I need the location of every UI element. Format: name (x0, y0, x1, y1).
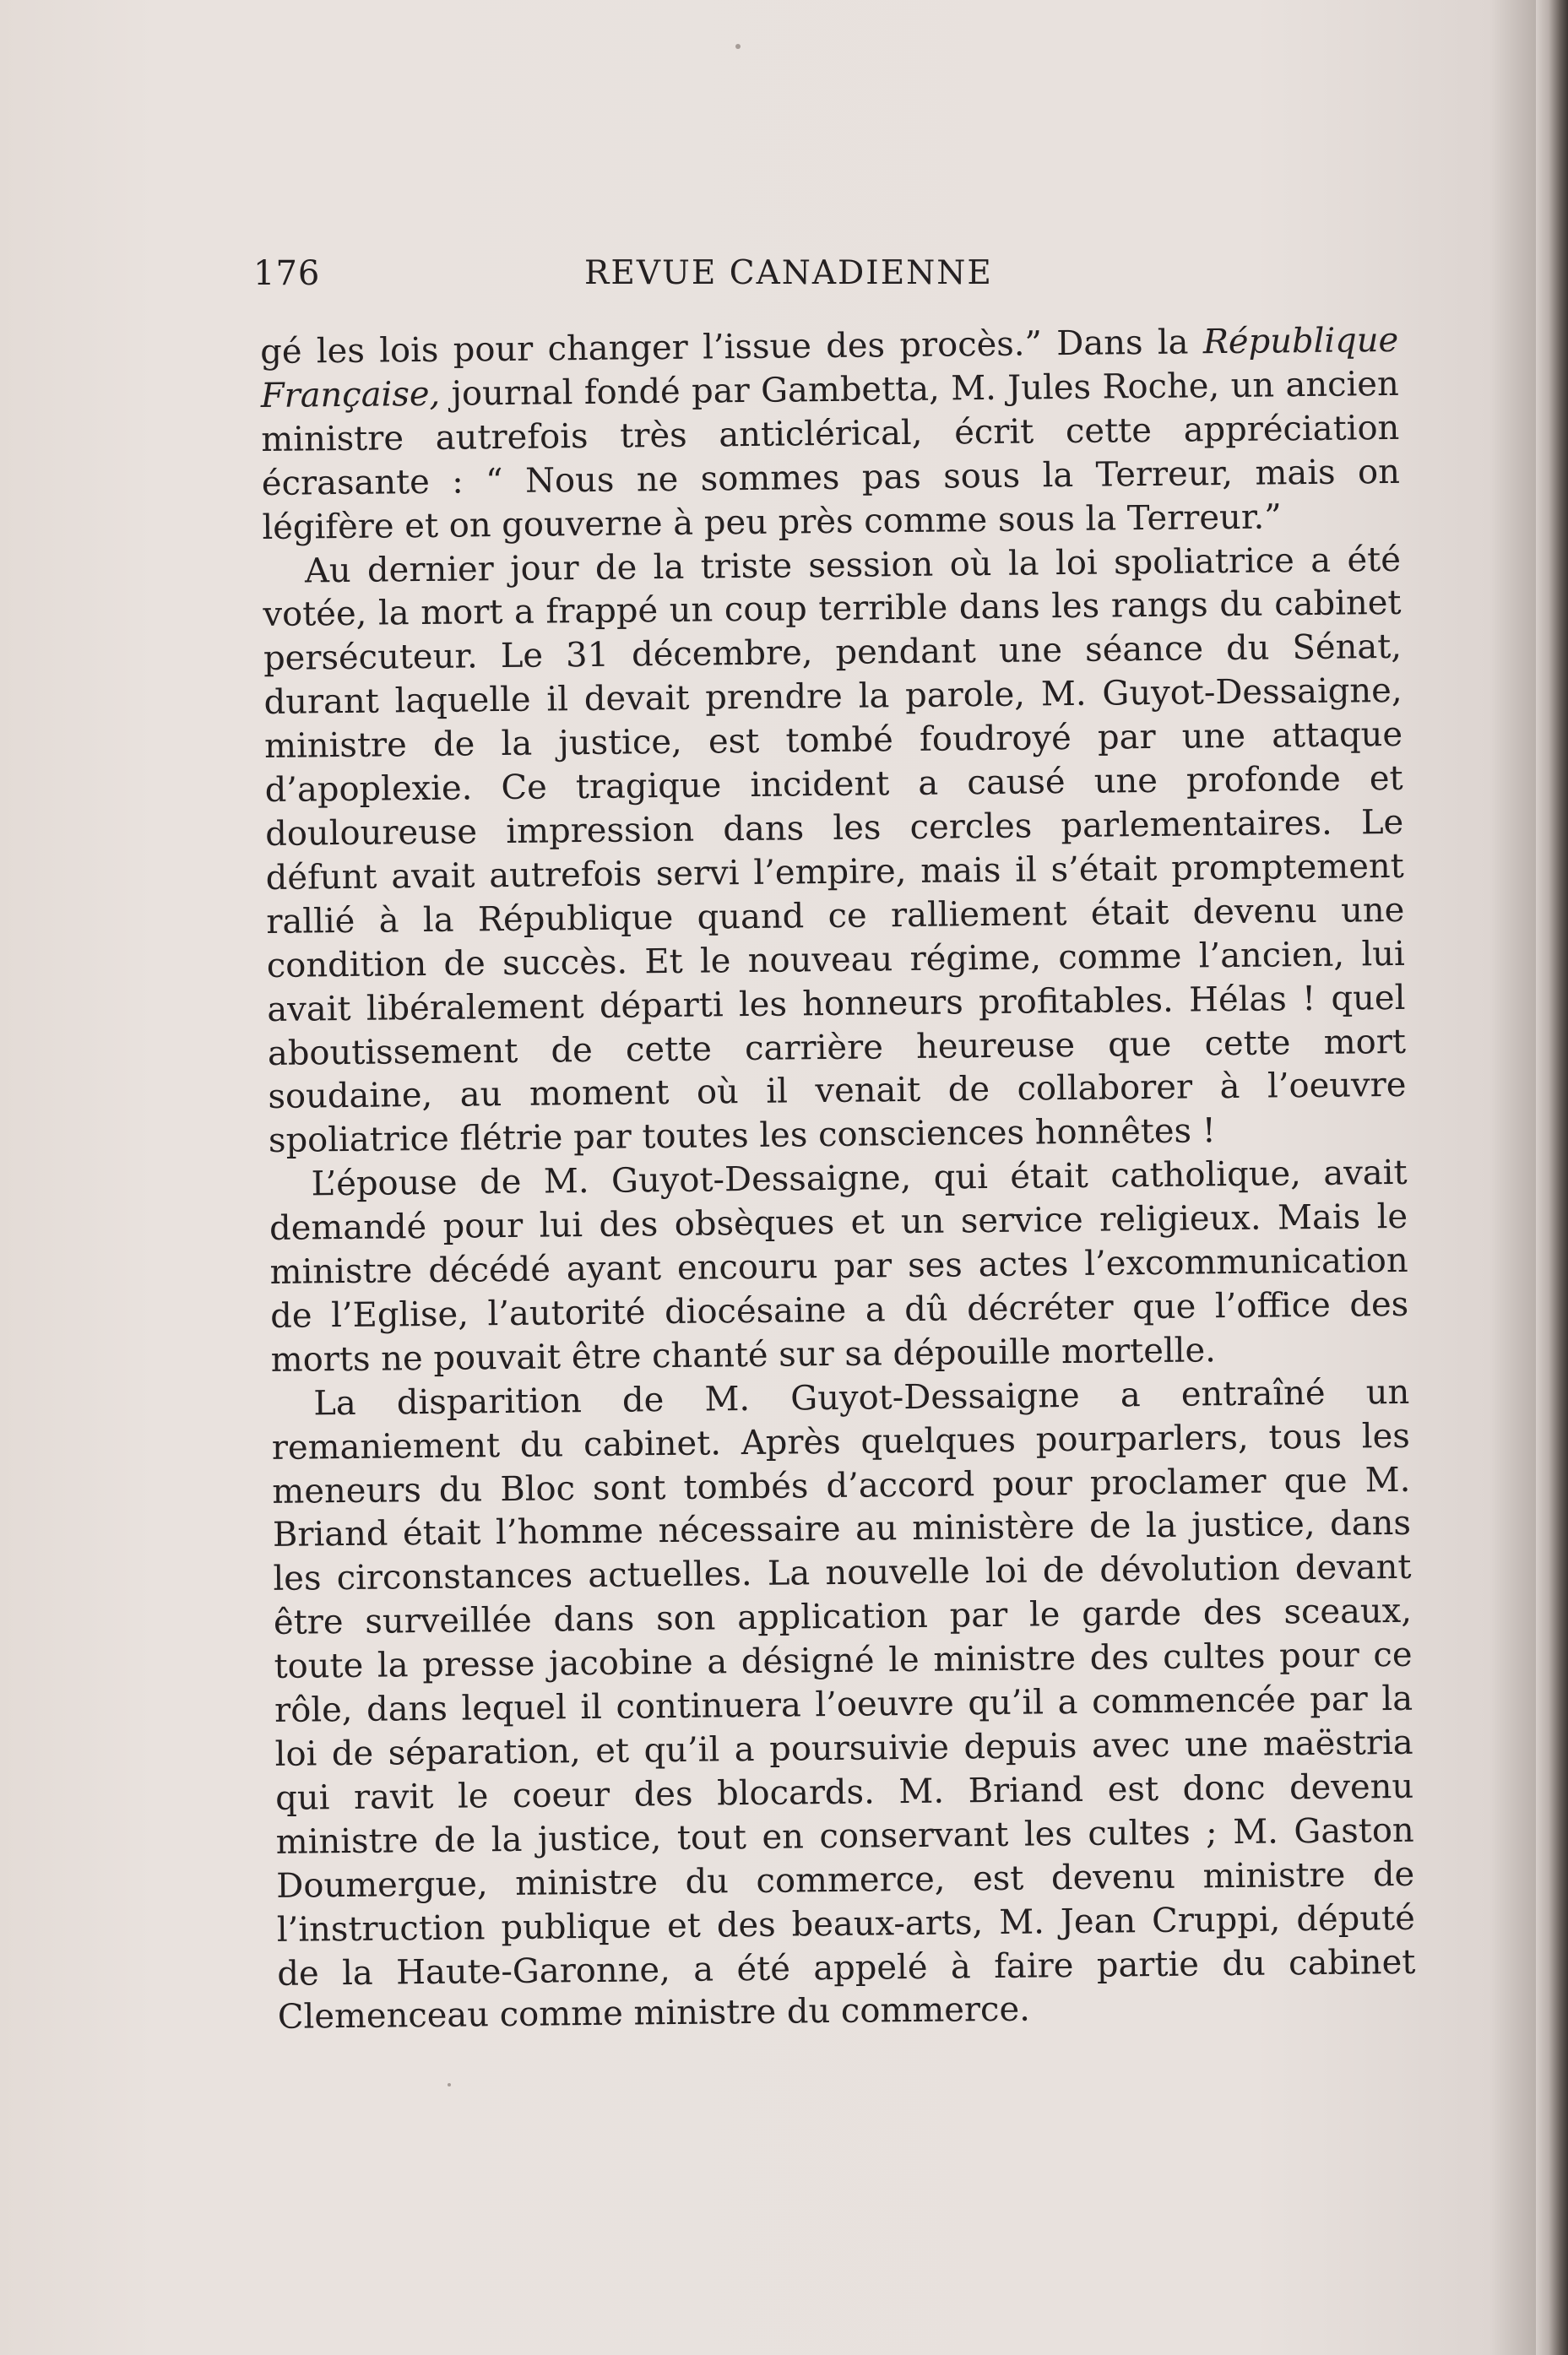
paragraph-3: L’épouse de M. Guyot-Dessaigne, qui était catholique, avait demandé pour lui des obsèques et un service religieux. Mais le ministre décédé ayant encouru par ses actes l’excommunication de l’Eglise, l’autorité diocésaine a dû décréter que l’office des morts ne pouvait être chanté sur sa dépouille mortelle. (269, 1153, 1409, 1380)
paragraph-1 (260, 319, 1401, 551)
paragraph-2: Au dernier jour de la triste session où la loi spoliatrice a été votée, la mort a frappé un coup terrible dans les rangs du cabinet persécuteur. Le 31 décembre, pendant une séance du Sénat, durant laquelle il devait prendre la parole, M. Guyot-Dessaigne, ministre de la justice, est tombé foudroyé par une attaque d’apoplexie. Ce tragique incident a causé une profonde et douloureuse impression dans les cercles parlementaires. Le défunt avait autrefois servi l’empire, mais il s’était promptement rallié à la République quand ce ralliement était devenu une condition de succès. Et le nouveau régime, comme l’ancien, lui avait libéralement départi les honneurs profitables. Hélas ! quel aboutissement de cette carrière heureuse que cette mort soudaine, au moment où il venait de collaborer à l’oeuvre spoliatrice flétrie par toutes les consciences honnêtes ! (263, 540, 1407, 1161)
page-number: 176 (253, 254, 321, 293)
running-title: REVUE CANADIENNE (584, 254, 993, 292)
newspaper-title: République Française, (260, 320, 1399, 415)
paragraph-4: La disparition de M. Guyot-Dessaigne a entraîné un remaniement du cabinet. Après quelques pourparlers, tous les meneurs du Bloc sont tombés d’accord pour proclamer que M. Briand était l’homme nécessaire au ministère de la justice, dans les circonstances actuelles. La nouvelle loi de dévolution devant être surveillée dans son application par le garde des sceaux, toute la presse jacobine a désigné le ministre des cultes pour ce rôle, dans lequel il continuera l’oeuvre qu’il a commencée par la loi de séparation, et qu’il a poursuivie depuis avec une maëstria qui ravit le coeur des blocards. M. Briand est donc devenu ministre de la justice, tout en conservant les cultes ; M. Gaston Doumergue, ministre du commerce, est devenu ministre de l’instruction publique et des beaux-arts, M. Jean Cruppi, député de la Haute-Garonne, a été appelé à faire partie du cabinet Clemenceau comme ministre du commerce. (271, 1372, 1416, 2038)
page-edge-shadow (1536, 0, 1568, 2355)
running-header (253, 254, 1047, 305)
body-text (260, 319, 1416, 2040)
ink-speck (735, 44, 741, 49)
paragraph-1-text-a: gé les lois pour changer l’issue des procès.” Dans la (260, 323, 1204, 372)
paragraph-1-text-c: journal fondé par Gambetta, M. Jules Roche, un ancien ministre autrefois très anticlérical, écrit cette appréciation écrasante : “ Nous ne sommes pas sous la Terreur, mais on légifère et on gouverne à peu près comme sous la Terreur.” (261, 364, 1401, 547)
ink-speck (448, 2083, 451, 2086)
